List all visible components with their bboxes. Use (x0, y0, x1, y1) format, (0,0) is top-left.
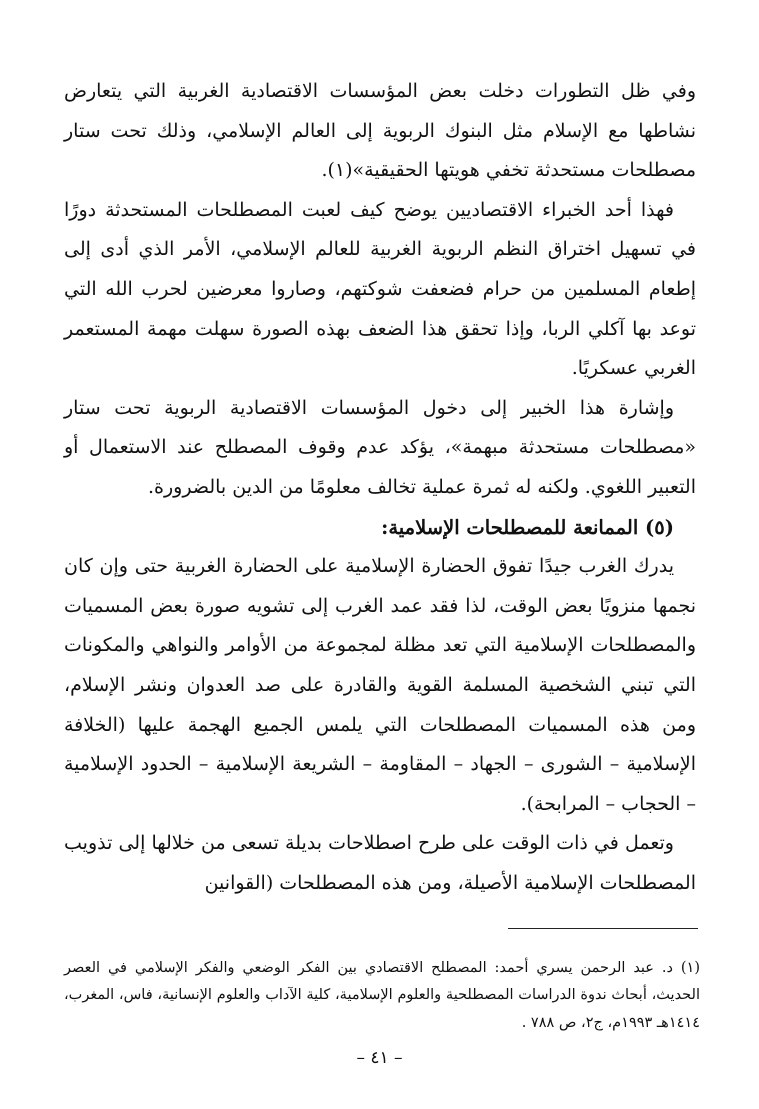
paragraph-2: فهذا أحد الخبراء الاقتصاديين يوضح كيف لعبت المصطلحات المستحدثة دورًا في تسهيل اختراق النظم الربوية الغربية للعالم الإسلامي، الأمر الذي أدى إلى إطعام المسلمين من حرام فضعفت شوكتهم، وصاروا معرضين لحرب الله التي توعد بها آكلي الربا، وإذا تحقق هذا الضعف بهذه الصورة سهلت مهمة المستعمر الغربي عسكريًا. (64, 198, 696, 380)
footnote-divider (508, 928, 698, 929)
section-heading: (٥) الممانعة للمصطلحات الإسلامية: (381, 515, 674, 539)
paragraph-3: وإشارة هذا الخبير إلى دخول المؤسسات الاقتصادية الربوية تحت ستار «مصطلحات مستحدثة مبهمة»، يؤكد عدم وقوف المصطلح عند الاستعمال أو التعبير اللغوي. ولكنه له ثمرة عملية تخالف معلومًا من الدين بالضرورة. (64, 396, 696, 498)
footnote: (١) د. عبد الرحمن يسري أحمد: المصطلح الاقتصادي بين الفكر الوضعي والفكر الإسلامي في العصر الحديث، أبحاث ندوة الدراسات المصطلحية والعلوم الإسلامية، كلية الآداب والعلوم الإنسانية، فاس، المغرب، ١٤١٤هـ ١٩٩٣م، ج٢، ص ٧٨٨ . (64, 959, 700, 1031)
paragraph-4: يدرك الغرب جيدًا تفوق الحضارة الإسلامية على الحضارة الغربية حتى وإن كان نجمها منزويًا بعض الوقت، لذا فقد عمد الغرب إلى تشويه صورة بعض المسميات والمصطلحات الإسلامية التي تعد مظلة لمجموعة من الأوامر والنواهي والمكونات التي تبني الشخصية المسلمة القوية والقادرة على صد العدوان ونشر الإسلام، ومن هذه المسميات المصطلحات التي يلمس الجميع الهجمة عليها (الخلافة الإسلامية – الشورى – الجهاد – المقاومة – الشريعة الإسلامية – الحدود الإسلامية – الحجاب – المرابحة). (64, 555, 696, 815)
page-number: – ٤١ – (356, 1048, 403, 1068)
page-body (64, 72, 696, 903)
paragraph-1: وفي ظل التطورات دخلت بعض المؤسسات الاقتصادية الغربية التي يتعارض نشاطها مع الإسلام مثل البنوك الربوية إلى العالم الإسلامي، وذلك تحت ستار مصطلحات مستحدثة تخفي هويتها الحقيقية»(١). (64, 80, 696, 182)
paragraph-5: وتعمل في ذات الوقت على طرح اصطلاحات بديلة تسعى من خلالها إلى تذويب المصطلحات الإسلامية الأصيلة، ومن هذه المصطلحات (القوانين (64, 832, 696, 894)
